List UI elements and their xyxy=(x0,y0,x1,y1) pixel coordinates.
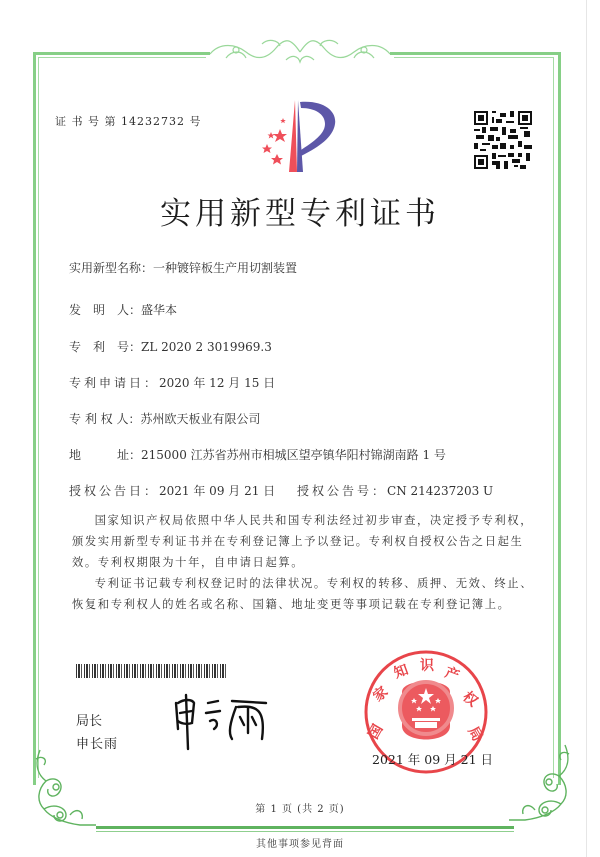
field-patentee xyxy=(69,410,260,427)
bottom-right-floral-ornament-icon xyxy=(505,740,575,830)
svg-text:产: 产 xyxy=(442,664,462,685)
field-patent-number xyxy=(69,338,272,355)
barcode-icon xyxy=(76,664,226,678)
qr-code-icon xyxy=(474,108,532,172)
page-edge xyxy=(586,0,587,857)
field-grant-date xyxy=(69,482,275,499)
certificate-number: 证 书 号 第 14232732 号 xyxy=(55,115,202,128)
handwritten-signature-icon xyxy=(170,693,275,751)
svg-text:知: 知 xyxy=(391,661,411,682)
bottom-border-line xyxy=(96,826,514,829)
field-value: 2020 年 12 月 15 日 xyxy=(159,376,276,390)
body-paragraph: 国家知识产权局依照中华人民共和国专利法经过初步审查，决定授予专利权，颁发实用新型专利证书并在专利登记簿上予以登记。专利权自授权公告之日起生效。专利权期限为十年，自申请日起算。 xyxy=(72,514,534,569)
svg-text:权: 权 xyxy=(459,688,481,711)
field-label: 授权公告日： xyxy=(69,484,160,498)
field-value: 一种镀锌板生产用切割装置 xyxy=(153,261,298,275)
svg-text:局: 局 xyxy=(464,724,486,745)
field-value: 2021 年 09 月 21 日 xyxy=(159,484,276,498)
field-label: 实用新型名称： xyxy=(69,261,154,275)
field-label: 发 明 人： xyxy=(69,303,142,317)
field-address xyxy=(69,446,446,463)
footer-note: 其他事项参见背面 xyxy=(256,839,344,850)
signatory-title: 局长 xyxy=(76,714,103,729)
field-label: 专利申请日： xyxy=(69,376,160,390)
cnipa-logo-icon xyxy=(245,92,340,172)
svg-text:国: 国 xyxy=(365,721,387,742)
field-grant-number xyxy=(297,482,493,499)
field-value: 215000 江苏省苏州市相城区望亭镇华阳村锦湖南路 1 号 xyxy=(141,448,446,462)
field-utility-model-name xyxy=(69,259,297,276)
bottom-border-line-thin xyxy=(96,831,514,832)
svg-text:识: 识 xyxy=(420,658,434,674)
body-paragraph: 专利证书记载专利权登记时的法律状况。专利权的转移、质押、无效、终止、恢复和专利权人的姓名或名称、国籍、地址变更等事项记载在专利登记簿上。 xyxy=(72,577,534,611)
field-label: 专 利 权 人： xyxy=(69,412,141,426)
bottom-left-floral-ornament-icon xyxy=(30,745,100,835)
field-label: 地 址： xyxy=(69,448,142,462)
svg-text:家: 家 xyxy=(370,683,392,706)
field-application-date xyxy=(69,374,275,391)
certificate-body xyxy=(72,510,542,615)
signatory-name: 申长雨 xyxy=(76,737,119,752)
certificate-title: 实用新型专利证书 xyxy=(160,196,440,232)
field-value: 苏州欧天板业有限公司 xyxy=(140,412,261,426)
field-value: 盛华本 xyxy=(141,303,178,317)
field-label: 专 利 号： xyxy=(69,340,142,354)
field-value: CN 214237203 U xyxy=(387,484,494,498)
page-number: 第 1 页 (共 2 页) xyxy=(255,804,345,815)
field-inventor xyxy=(69,301,177,318)
seal-date: 2021 年 09 月 21 日 xyxy=(372,752,493,767)
top-floral-ornament-icon xyxy=(206,34,394,68)
field-label: 授权公告号： xyxy=(297,484,388,498)
field-value: ZL 2020 2 3019969.3 xyxy=(141,340,272,354)
